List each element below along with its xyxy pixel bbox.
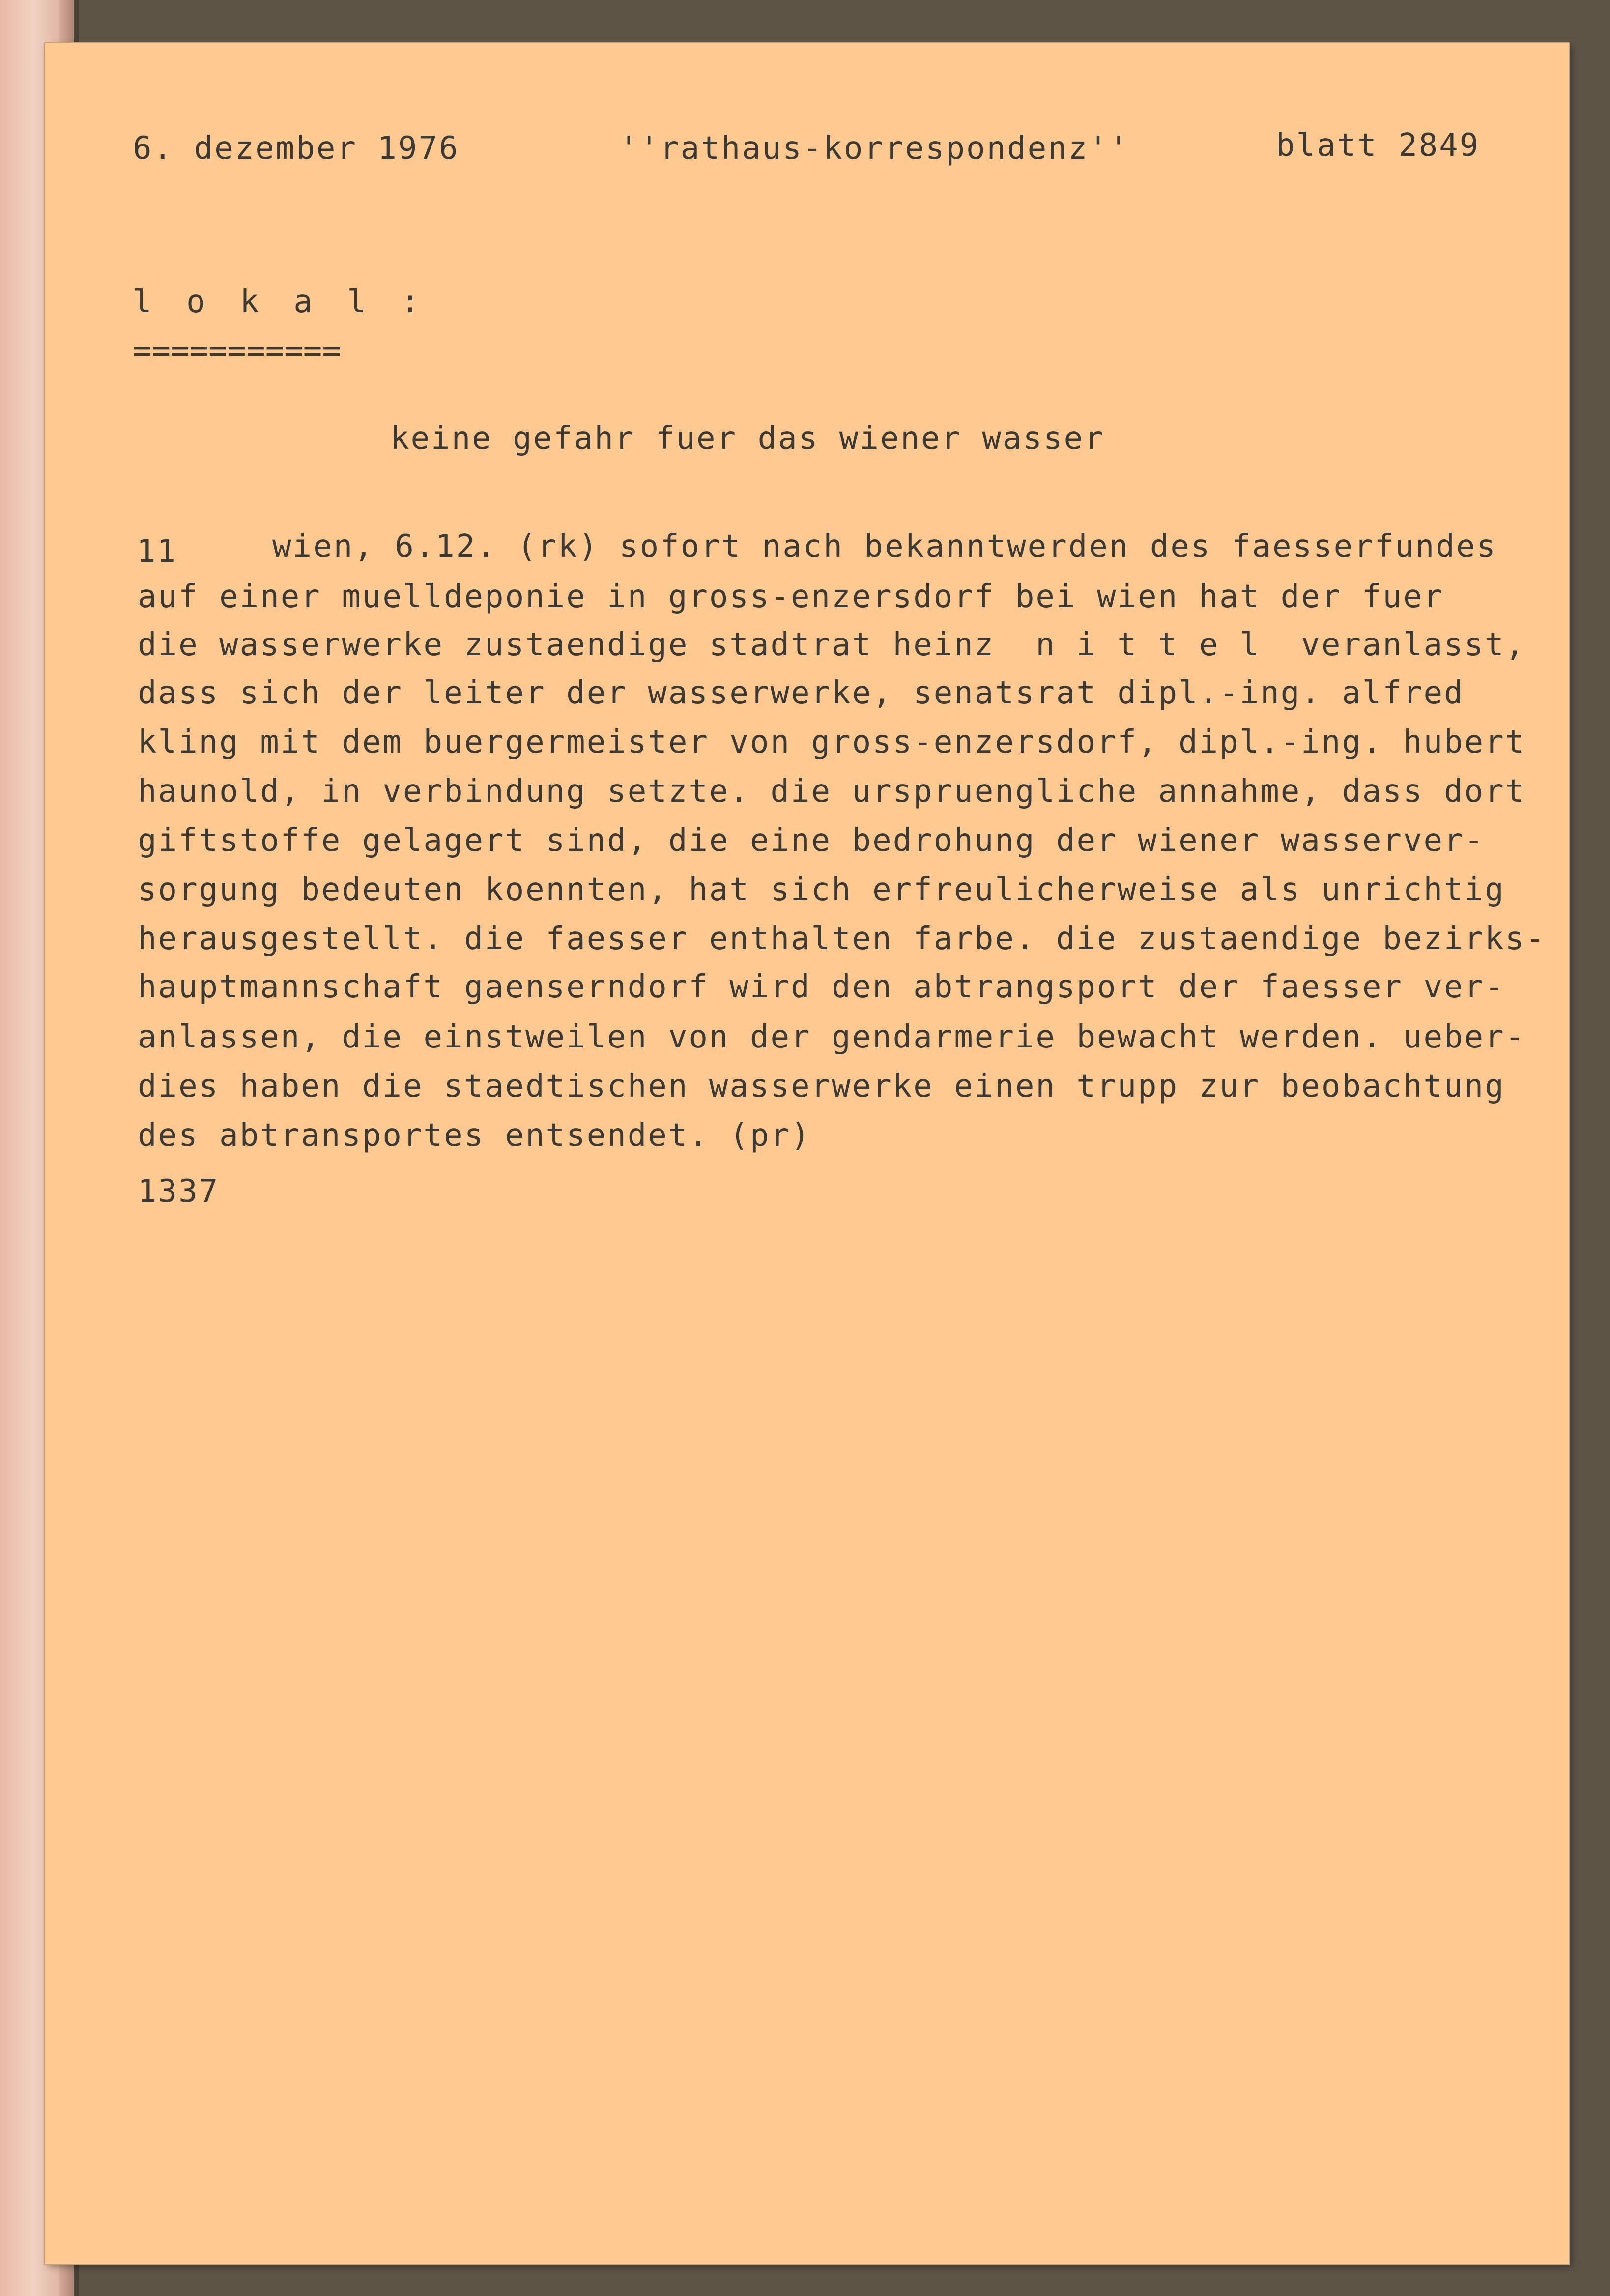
- section-label: l o k a l :: [133, 284, 428, 320]
- article-line: dies haben die staedtischen wasserwerke einen trupp zur beobachtung: [138, 1068, 1505, 1104]
- article-footer-code: 1337: [138, 1173, 220, 1210]
- article-headline: keine gefahr fuer das wiener wasser: [390, 420, 1105, 457]
- article-number: 11: [137, 533, 178, 570]
- article-line: sorgung bedeuten koennten, hat sich erfreulicherweise als unrichtig: [138, 872, 1505, 908]
- article-line: auf einer muelldeponie in gross-enzersdorf bei wien hat der fuer: [138, 579, 1444, 615]
- article-line: anlassen, die einstweilen von der gendarmerie bewacht werden. ueber-: [138, 1019, 1526, 1055]
- header-sheet-number: blatt 2849: [1276, 127, 1480, 164]
- article-line: giftstoffe gelagert sind, die eine bedrohung der wiener wasserver-: [138, 822, 1485, 859]
- article-line: haunold, in verbindung setzte. die urspruengliche annahme, dass dort: [138, 773, 1526, 810]
- article-line: wien, 6.12. (rk) sofort nach bekanntwerden des faesserfundes: [272, 528, 1497, 565]
- header-date: 6. dezember 1976: [133, 130, 460, 167]
- article-line: des abtransportes entsendet. (pr): [138, 1117, 811, 1154]
- article-line: kling mit dem buergermeister von gross-enzersdorf, dipl.-ing. hubert: [138, 724, 1526, 760]
- article-line: hauptmannschaft gaenserndorf wird den abtrangsport der faesser ver-: [138, 969, 1505, 1005]
- article-line: dass sich der leiter der wasserwerke, senatsrat dipl.-ing. alfred: [138, 675, 1465, 711]
- article-line: herausgestellt. die faesser enthalten farbe. die zustaendige bezirks-: [138, 921, 1546, 957]
- article-line: die wasserwerke zustaendige stadtrat heinz n i t t e l veranlasst,: [138, 627, 1526, 663]
- document-page: [45, 43, 1569, 2264]
- section-underline: ===========: [133, 333, 341, 369]
- header-publication: ''rathaus-korrespondenz'': [619, 130, 1130, 167]
